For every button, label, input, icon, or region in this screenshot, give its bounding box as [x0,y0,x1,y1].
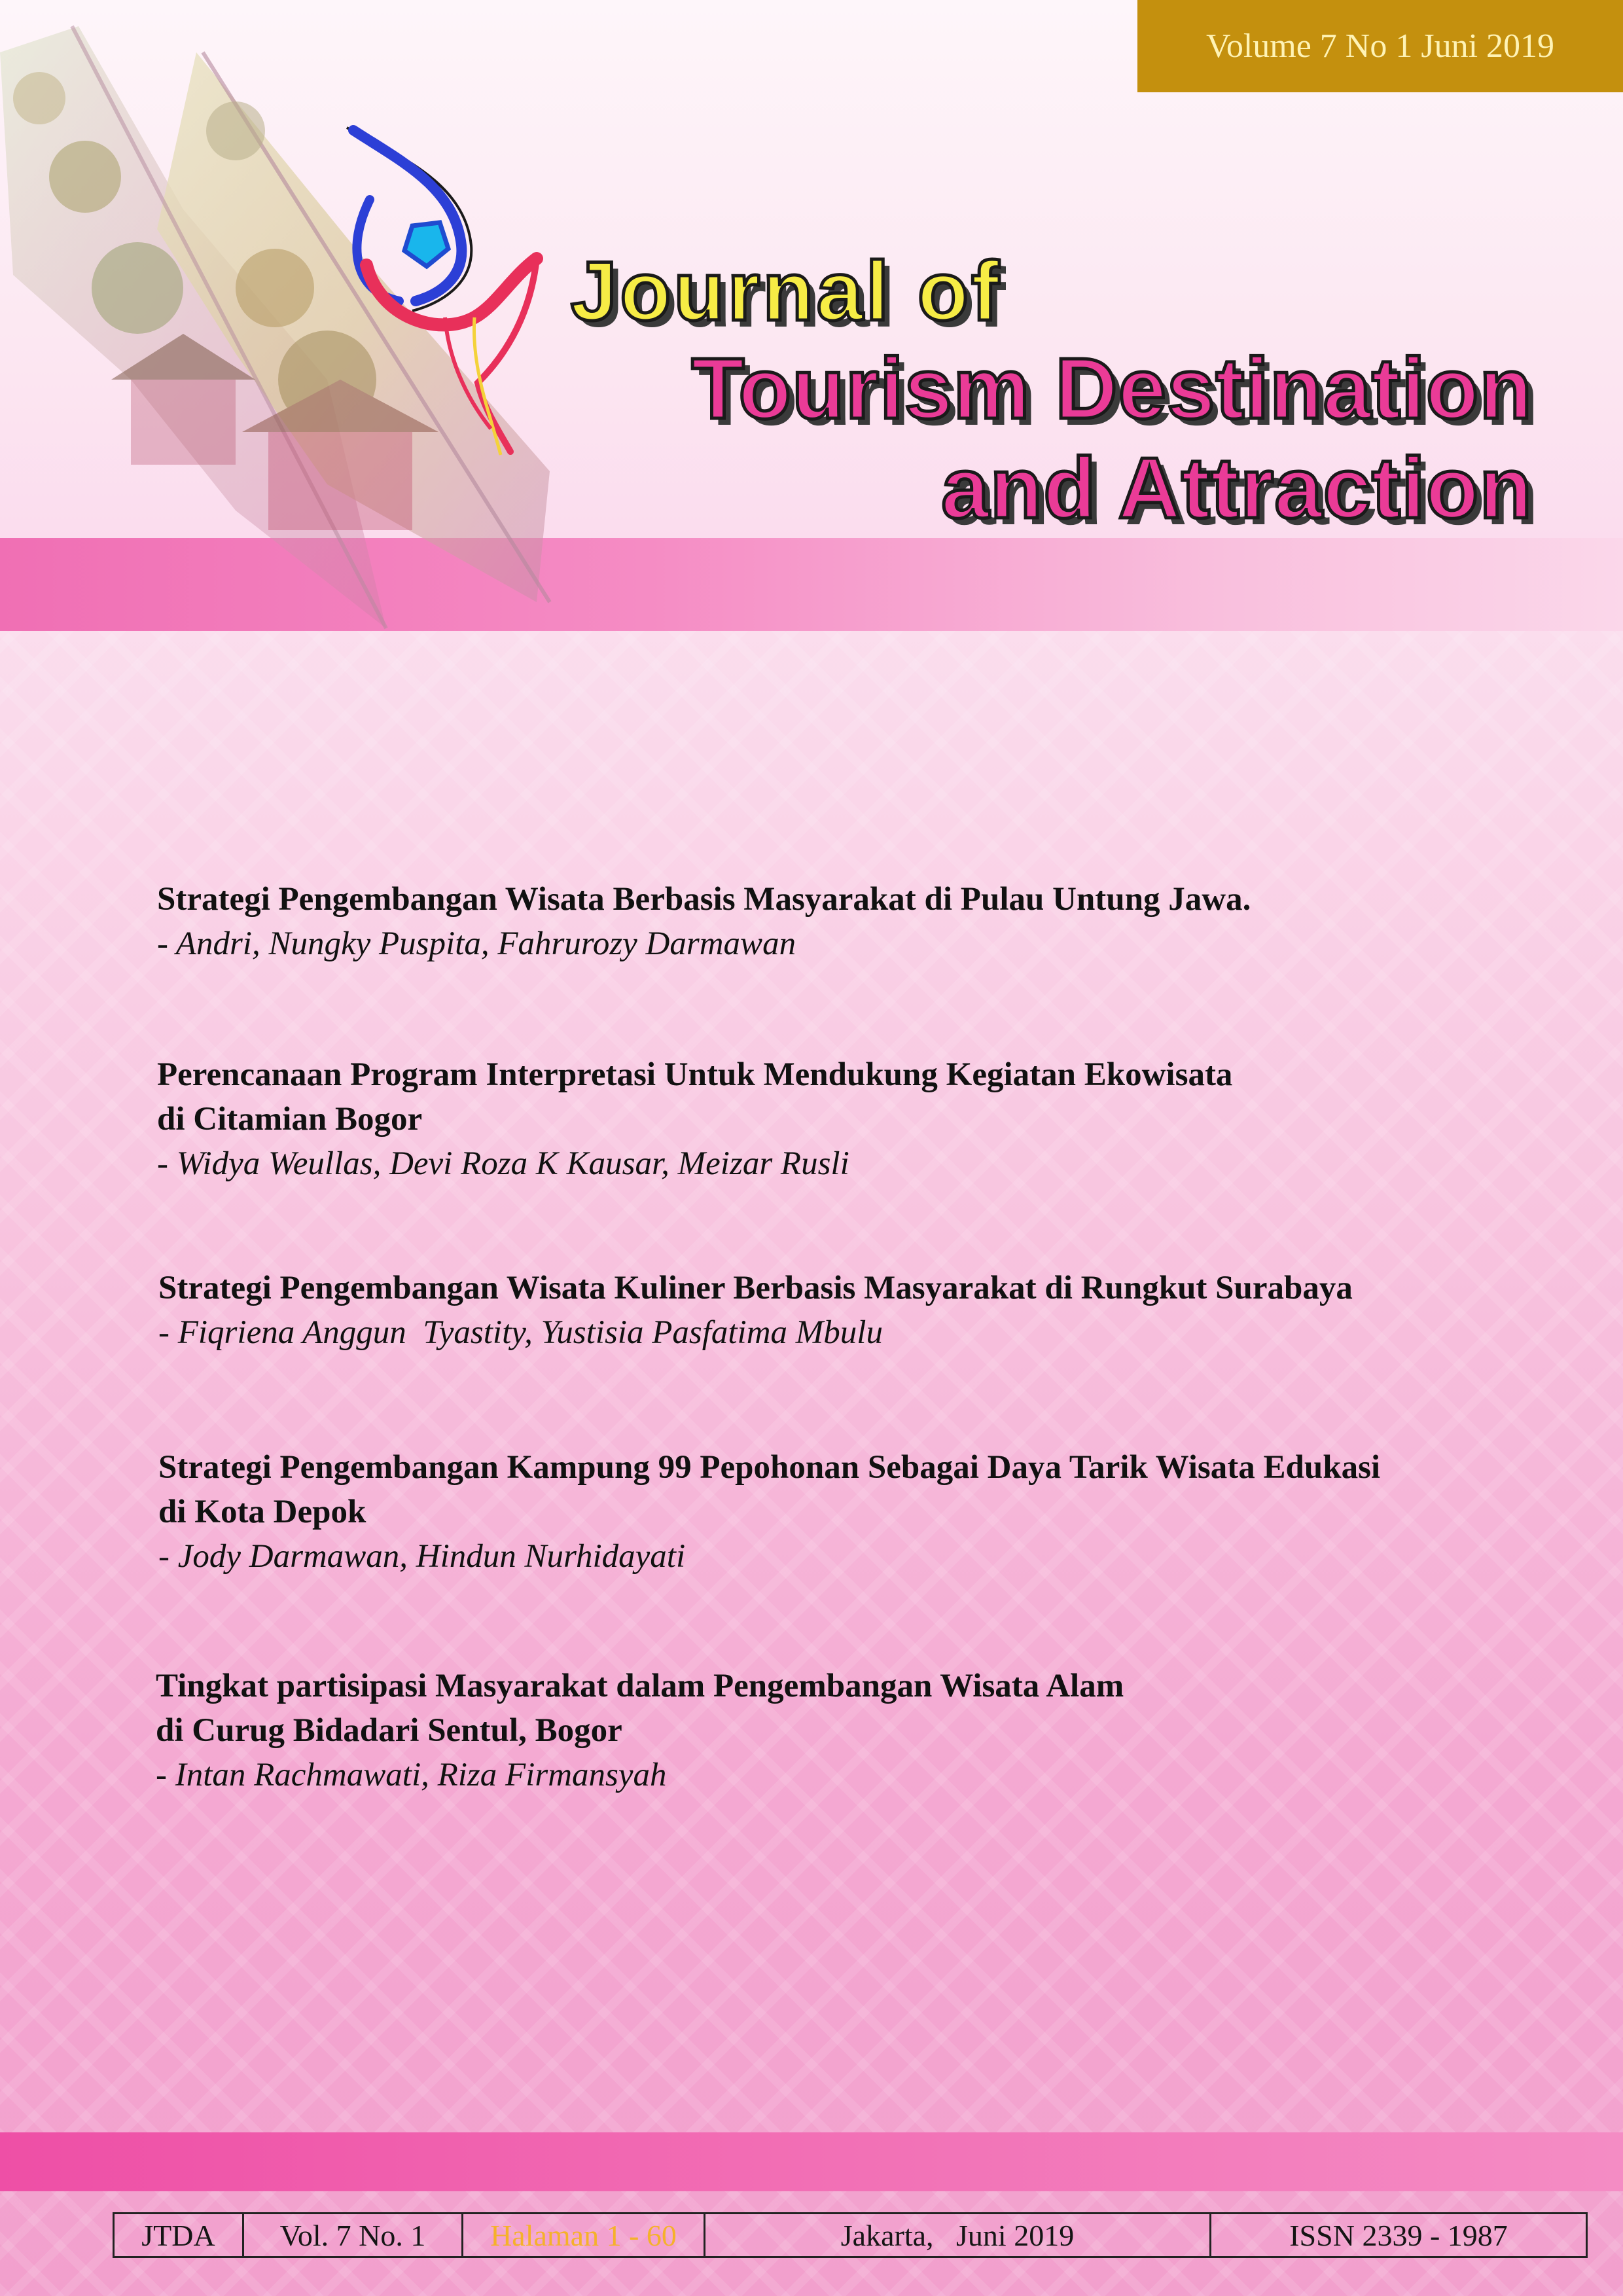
article-entry [158,1445,1380,1579]
footer-place-date: Jakarta, Juni 2019 [705,2214,1211,2256]
article-title-line: di Kota Depok [158,1494,366,1530]
article-authors: - Andri, Nungky Puspita, Fahrurozy Darmawan [157,925,796,962]
volume-badge [1137,0,1623,92]
article-entry [158,1266,1353,1355]
footer-info-table [113,2212,1588,2258]
article-title-line: Strategi Pengembangan Wisata Kuliner Berbasis Masyarakat di Rungkut Surabaya [158,1270,1353,1306]
footer-issn: ISSN 2339 - 1987 [1289,2218,1508,2252]
footer-volume: Vol. 7 No. 1 [244,2214,463,2256]
footer-pages: Halaman 1 - 60 [463,2214,705,2256]
article-title-line: di Citamian Bogor [157,1101,423,1138]
volume-badge-text: Volume 7 No 1 Juni 2019 [1205,27,1555,65]
article-entry [157,1052,1232,1186]
article-title-line: di Curug Bidadari Sentul, Bogor [156,1712,622,1749]
article-title-line: Perencanaan Program Interpretasi Untuk Mendukung Kegiatan Ekowisata [157,1056,1233,1093]
pink-band-bottom [0,2132,1623,2191]
article-entry [156,1664,1124,1797]
article-title-line: Strategi Pengembangan Wisata Berbasis Masyarakat di Pulau Untung Jawa. [157,881,1251,918]
journal-title-line-3: and Attraction [941,440,1533,536]
journal-title-line-2: Tourism Destination [691,340,1533,437]
journal-title-line-1: Journal of [571,245,1002,338]
article-title-line: Tingkat partisipasi Masyarakat dalam Pengembangan Wisata Alam [156,1668,1124,1704]
article-authors: - Widya Weullas, Devi Roza K Kausar, Meizar Rusli [157,1145,849,1182]
article-title-line: Strategi Pengembangan Kampung 99 Pepohonan Sebagai Daya Tarik Wisata Edukasi [158,1449,1381,1486]
article-authors: - Fiqriena Anggun Tyastity, Yustisia Pasfatima Mbulu [158,1314,883,1351]
footer-journal-abbrev: JTDA [115,2214,244,2256]
article-authors: - Intan Rachmawati, Riza Firmansyah [156,1757,667,1793]
article-authors: - Jody Darmawan, Hindun Nurhidayati [158,1538,686,1575]
journal-logo-icon [340,121,563,461]
article-entry [157,877,1251,966]
